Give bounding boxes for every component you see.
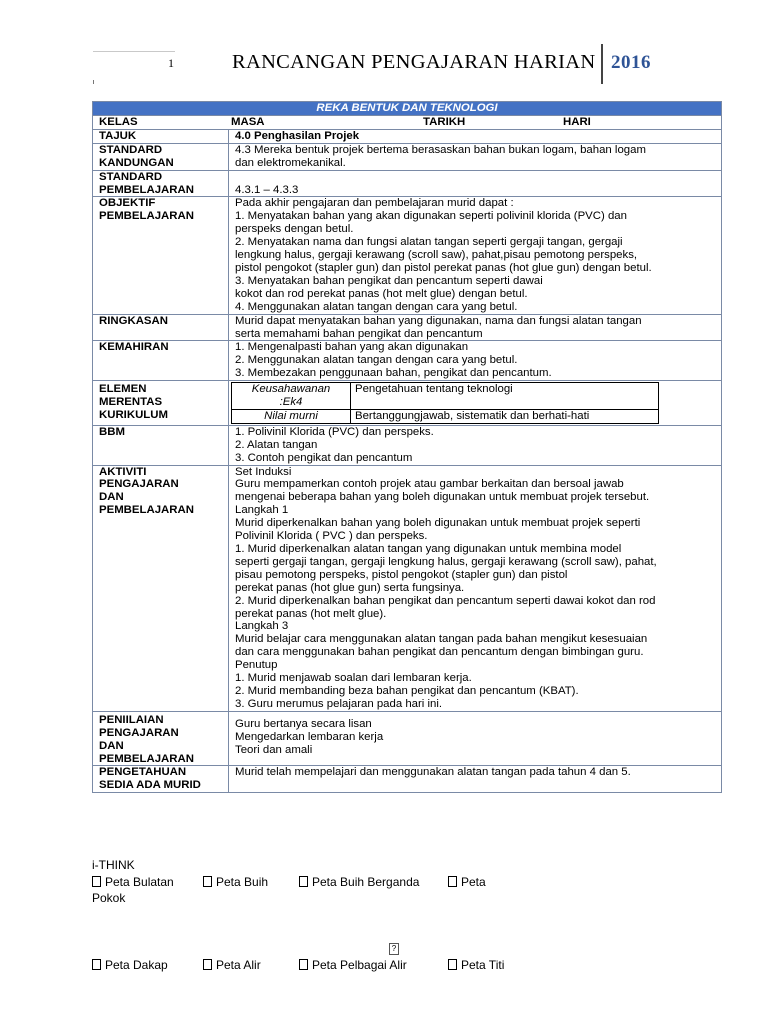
penilaian-value: Guru bertanya secara lisan Mengedarkan lembaran kerja Teori dan amali: [229, 711, 722, 766]
elemen-key: Keusahawanan :Ek4: [232, 383, 351, 410]
checkbox-icon: [203, 959, 212, 970]
checkbox-icon: [92, 876, 101, 887]
tajuk-value: 4.0 Penghasilan Projek: [229, 129, 722, 143]
elemen-value: [229, 381, 722, 426]
header-tick: [93, 80, 94, 84]
row-pengetahuan: [93, 766, 722, 793]
row-tajuk: [93, 129, 722, 143]
header-divider: [601, 44, 603, 84]
standard-kandungan-value: 4.3 Mereka bentuk projek bertema berasaskan bahan bukan logam, bahan logam dan elektromekanikal.: [229, 143, 722, 170]
checkbox-icon: [92, 959, 101, 970]
elemen-desc: Pengetahuan tentang teknologi: [351, 383, 659, 410]
option-peta-pokok-wrap: Pokok: [92, 891, 126, 905]
row-standard-pembelajaran: [93, 170, 722, 197]
bbm-label: BBM: [93, 425, 229, 465]
standard-pembelajaran-label: STANDARD PEMBELAJARAN: [93, 170, 229, 197]
kemahiran-label: KEMAHIRAN: [93, 341, 229, 381]
row-kemahiran: [93, 341, 722, 381]
option-peta-pelbagai-alir[interactable]: Peta Pelbagai Alir: [299, 958, 407, 972]
tarikh-label: TARIKH: [423, 116, 466, 128]
row-bbm: [93, 425, 722, 465]
option-peta-buih-berganda[interactable]: Peta Buih Berganda: [299, 875, 419, 889]
aktiviti-label: AKTIVITI PENGAJARAN DAN PEMBELAJARAN: [93, 465, 229, 711]
elemen-item: [232, 409, 659, 423]
placeholder-glyph-icon: ?: [389, 943, 399, 955]
option-peta-titi[interactable]: Peta Titi: [448, 958, 504, 972]
standard-pembelajaran-value: 4.3.1 – 4.3.3: [229, 170, 722, 197]
checkbox-icon: [448, 959, 457, 970]
masa-label: MASA: [231, 116, 265, 128]
row-penilaian: [93, 711, 722, 766]
ringkasan-label: RINGKASAN: [93, 314, 229, 341]
checkbox-icon: [448, 876, 457, 887]
row-ringkasan: [93, 314, 722, 341]
page-number: 1: [168, 56, 174, 70]
option-peta-dakap[interactable]: Peta Dakap: [92, 958, 168, 972]
header-rule: [93, 51, 175, 52]
checkbox-icon: [203, 876, 212, 887]
pengetahuan-label: PENGETAHUAN SEDIA ADA MURID: [93, 766, 229, 793]
row-aktiviti: [93, 465, 722, 711]
ringkasan-value: Murid dapat menyatakan bahan yang digunakan, nama dan fungsi alatan tangan serta memahami bahan pengikat dan pencantum: [229, 314, 722, 341]
standard-kandungan-label: STANDARD KANDUNGAN: [93, 143, 229, 170]
subject-title: REKA BENTUK DAN TEKNOLOGI: [93, 102, 722, 116]
row-standard-kandungan: [93, 143, 722, 170]
lesson-plan-table: [92, 101, 722, 793]
elemen-label: ELEMEN MERENTAS KURIKULUM: [93, 381, 229, 426]
option-peta-alir[interactable]: Peta Alir: [203, 958, 261, 972]
kemahiran-value: 1. Mengenalpasti bahan yang akan digunakan 2. Menggunakan alatan tangan dengan cara yang betul. 3. Membezakan penggunaan bahan, pengikat dan pencantum.: [229, 341, 722, 381]
elemen-desc: Bertanggungjawab, sistematik dan berhati-hati: [351, 409, 659, 423]
elemen-inner-table: [231, 382, 659, 424]
hari-label: HARI: [563, 116, 591, 128]
tajuk-label: TAJUK: [93, 129, 229, 143]
bbm-value: 1. Polivinil Klorida (PVC) dan perspeks. 2. Alatan tangan 3. Contoh pengikat dan pencantum: [229, 425, 722, 465]
row-objektif: [93, 197, 722, 314]
option-peta-bulatan[interactable]: Peta Bulatan: [92, 875, 174, 889]
subject-banner: [93, 102, 722, 116]
ithink-heading: i-THINK: [92, 858, 135, 872]
info-row: [93, 116, 722, 130]
penilaian-label: PENIILAIAN PENGAJARAN DAN PEMBELAJARAN: [93, 711, 229, 766]
checkbox-icon: [299, 959, 308, 970]
elemen-item: [232, 383, 659, 410]
objektif-value: Pada akhir pengajaran dan pembelajaran murid dapat : 1. Menyatakan bahan yang akan digunakan seperti polivinil klorida (PVC) dan perspeks dengan betul. 2. Menyatakan nama dan fungsi alatan tangan seperti gergaji tangan, gergaji lengkung halus, gergaji kerawang (scroll saw), pahat,pisau pemotong perspeks, pistol pengokot (stapler gun) dan pistol perekat panas (hot glue gun) dengan betul. 3. Menyatakan bahan pengikat dan pencantum seperti dawai kokot dan rod perekat panas (hot melt glue) dengan betul. 4. Menggunakan alatan tangan dengan cara yang betul.: [229, 197, 722, 314]
document-title: RANCANGAN PENGAJARAN HARIAN: [232, 51, 596, 73]
pengetahuan-value: Murid telah mempelajari dan menggunakan alatan tangan pada tahun 4 dan 5.: [229, 766, 722, 793]
checkbox-icon: [299, 876, 308, 887]
option-peta-buih[interactable]: Peta Buih: [203, 875, 268, 889]
aktiviti-value: Set Induksi Guru mempamerkan contoh projek atau gambar berkaitan dan bersoal jawab mengenai beberapa bahan yang boleh digunakan untuk membuat projek tersebut. Langkah 1 Murid diperkenalkan bahan yang boleh digunakan untuk membuat projek seperti Polivinil Klorida ( PVC ) dan perspeks. 1. Murid diperkenalkan alatan tangan yang digunakan untuk membina model seperti gergaji tangan, gergaji lengkung halus, gergaji kerawang (scroll saw), pahat, pisau pemotong perspeks, pistol pengokot (stapler gun) dan pistol perekat panas (hot glue gun) serta fungsinya. 2. Murid diperkenalkan bahan pengikat dan pencantum seperti dawai kokot dan rod perekat panas (hot melt glue). Langkah 3 Murid belajar cara menggunakan alatan tangan pada bahan mengikut kesesuaian dan cara menggunakan bahan pengikat dan pencantum dengan bimbingan guru. Penutup 1. Murid menjawab soalan dari lembaran kerja. 2. Murid membanding beza bahan pengikat dan pencantum (KBAT). 3. Guru merumus pelajaran pada hari ini.: [229, 465, 722, 711]
objektif-label: OBJEKTIF PEMBELAJARAN: [93, 197, 229, 314]
kelas-label: KELAS: [99, 116, 138, 128]
option-peta-pokok[interactable]: Peta: [448, 875, 486, 889]
document-year: 2016: [611, 52, 651, 73]
elemen-key: Nilai murni: [232, 409, 351, 423]
row-elemen: [93, 381, 722, 426]
